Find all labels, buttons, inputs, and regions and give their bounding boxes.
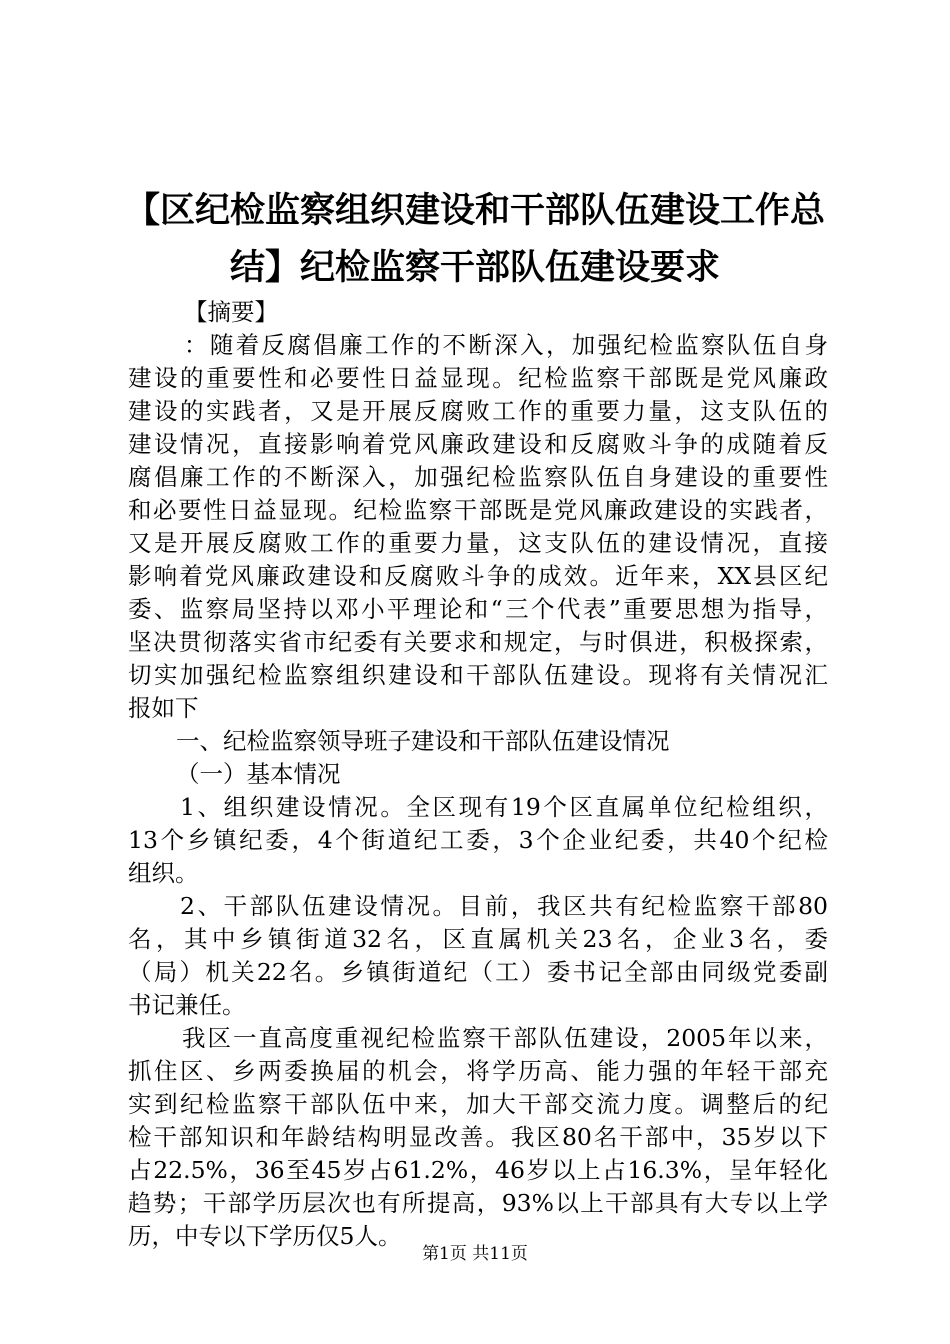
paragraph-line: 建设的实践者，又是开展反腐败工作的重要力量，这支队伍的 <box>128 397 828 425</box>
paragraph-line: 我区一直高度重视纪检监察干部队伍建设，2005年以来， <box>182 1024 828 1052</box>
title-line-2: 结】纪检监察干部队伍建设要求 <box>229 248 720 288</box>
page-footer: 第1页 共11页 <box>422 1244 528 1264</box>
paragraph-line: 建设情况，直接影响着党风廉政建设和反腐败斗争的成随着反 <box>128 430 828 458</box>
paragraph-line: 13个乡镇纪委，4个街道纪工委，3个企业纪委，共40个纪检 <box>128 826 828 854</box>
paragraph-line: 影响着党风廉政建设和反腐败斗争的成效。近年来，XX县区纪 <box>128 562 828 590</box>
title-line-1: 【区纪检监察组织建设和干部队伍建设工作总 <box>124 191 825 231</box>
paragraph-line: 历，中专以下学历仅5人。 <box>128 1222 402 1250</box>
paragraph-line: ：随着反腐倡廉工作的不断深入，加强纪检监察队伍自身 <box>184 331 828 359</box>
paragraph-line: 委、监察局坚持以邓小平理论和“三个代表”重要思想为指导， <box>128 595 828 623</box>
paragraph-line: 检干部知识和年龄结构明显改善。我区80名干部中，35岁以下 <box>128 1123 828 1151</box>
abstract-heading: 【摘要】 <box>184 298 278 326</box>
paragraph-line: 又是开展反腐败工作的重要力量，这支队伍的建设情况，直接 <box>128 529 828 557</box>
paragraph-line: 书记兼任。 <box>128 991 246 1019</box>
paragraph-line: 2、干部队伍建设情况。目前，我区共有纪检监察干部80 <box>180 892 828 920</box>
paragraph-line: 建设的重要性和必要性日益显现。纪检监察干部既是党风廉政 <box>128 364 828 392</box>
paragraph-line: 抓住区、乡两委换届的机会，将学历高、能力强的年轻干部充 <box>128 1057 828 1085</box>
document-title <box>120 183 830 297</box>
subsection-heading: （一）基本情况 <box>176 760 341 788</box>
paragraph-line: 组织。 <box>128 859 199 887</box>
paragraph-line: 坚决贯彻落实省市纪委有关要求和规定，与时俱进，积极探索， <box>128 628 828 656</box>
paragraph-line: 趋势；干部学历层次也有所提高，93%以上干部具有大专以上学 <box>128 1189 828 1217</box>
section-heading: 一、纪检监察领导班子建设和干部队伍建设情况 <box>176 727 670 755</box>
paragraph-line: 腐倡廉工作的不断深入，加强纪检监察队伍自身建设的重要性 <box>128 463 828 491</box>
paragraph-line: 和必要性日益显现。纪检监察干部既是党风廉政建设的实践者， <box>128 496 828 524</box>
document-body <box>128 296 828 1253</box>
paragraph-line: 名，其中乡镇街道32名，区直属机关23名，企业3名，委 <box>128 925 828 953</box>
paragraph-line: 占22.5%，36至45岁占61.2%，46岁以上占16.3%，呈年轻化 <box>128 1156 828 1184</box>
paragraph-line: 切实加强纪检监察组织建设和干部队伍建设。现将有关情况汇 <box>128 661 828 689</box>
paragraph-line: 报如下 <box>128 694 199 722</box>
paragraph-line: 实到纪检监察干部队伍中来，加大干部交流力度。调整后的纪 <box>128 1090 828 1118</box>
paragraph-line: （局）机关22名。乡镇街道纪（工）委书记全部由同级党委副 <box>128 958 828 986</box>
paragraph-line: 1、组织建设情况。全区现有19个区直属单位纪检组织， <box>180 793 828 821</box>
